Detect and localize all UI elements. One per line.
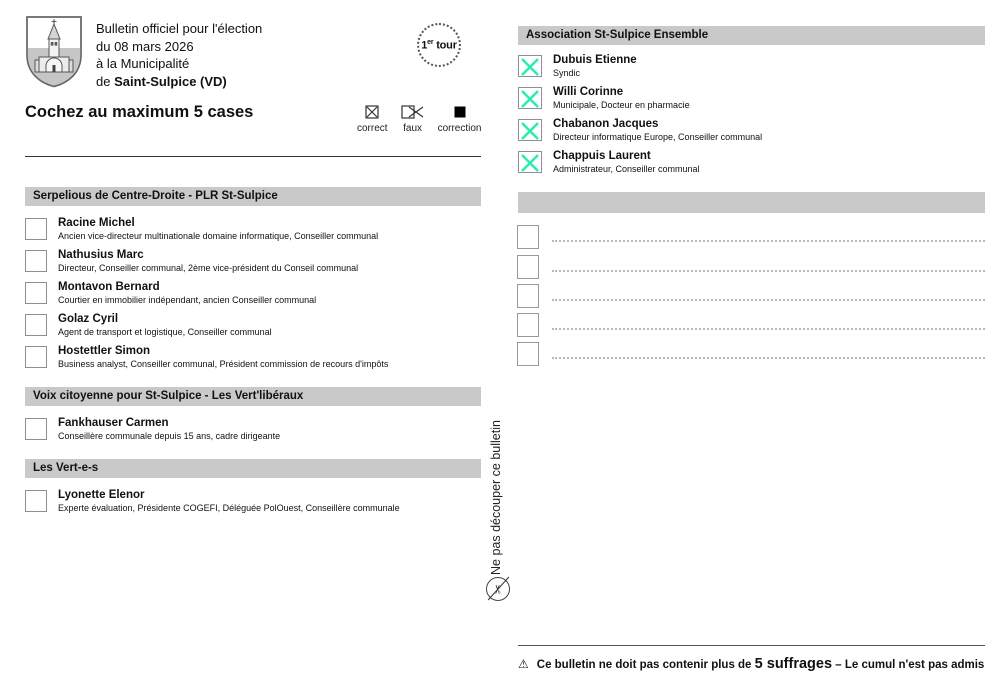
commune-crest-icon [25,15,83,89]
candidate-role: Municipale, Docteur en pharmacie [553,100,690,110]
correction-mark-icon [453,105,467,119]
left-divider-line [25,156,481,157]
correct-mark-icon [365,105,379,119]
candidate-checkbox[interactable] [25,282,47,304]
no-scissors-icon: ✂ [486,577,510,601]
candidate-name: Dubuis Etienne [553,54,637,66]
do-not-cut-label: Ne pas découper ce bulletin [489,420,503,575]
candidate-name: Montavon Bernard [58,281,160,293]
candidate-name: Racine Michel [58,217,135,229]
write-in-checkbox[interactable] [517,342,539,366]
round-badge: 1er tour [417,23,461,67]
candidate-role: Directeur informatique Europe, Conseiller communal [553,132,763,142]
write-in-row [517,283,985,308]
candidate-role: Ancien vice-directeur multinationale domaine informatique, Conseiller communal [58,231,379,241]
candidate-role: Business analyst, Conseiller communal, Président commission de recours d'impôts [58,359,389,369]
candidate-role: Conseillère communale depuis 15 ans, cadre dirigeante [58,431,281,441]
title-line3: à la Municipalité [96,56,190,71]
candidate-row [25,417,481,442]
write-in-line[interactable] [552,299,985,301]
write-in-checkbox[interactable] [517,225,539,249]
candidate-role: Courtier en immobilier indépendant, ancien Conseiller communal [58,295,317,305]
candidate-row [25,345,481,370]
write-in-checkbox[interactable] [517,255,539,279]
warning-icon: ⚠ [518,657,529,671]
candidate-name: Willi Corinne [553,86,624,98]
candidate-row [518,54,985,79]
candidate-row [25,313,481,338]
party-header-verts: Les Vert-e-s [25,459,481,478]
faux-mark-icon [401,105,425,119]
ballot-title [96,15,262,90]
write-in-row [517,341,985,366]
checkmark-legend [357,105,481,134]
candidate-row [518,118,985,143]
candidate-row [25,489,481,514]
party-header-association: Association St-Sulpice Ensemble [518,26,985,45]
candidate-role: Directeur, Conseiller communal, 2ème vice-président du Conseil communal [58,263,359,273]
legend-correction-label: correction [437,123,482,134]
candidate-name: Chappuis Laurent [553,150,651,162]
write-in-row [517,254,985,279]
legend-correction [438,105,482,134]
candidate-row [518,86,985,111]
candidate-name: Chabanon Jacques [553,118,659,130]
party-header-blank [518,192,985,213]
footer-divider-line [518,645,985,646]
candidate-row [25,249,481,274]
candidate-name: Lyonette Elenor [58,489,145,501]
footer-warning: ⚠ Ce bulletin ne doit pas contenir plus de 5 suffrages – Le cumul n'est pas admis [518,656,985,672]
candidate-checkbox[interactable] [25,218,47,240]
instruction-title: Cochez au maximum 5 cases [25,103,254,121]
legend-faux-label: faux [403,123,423,134]
legend-faux [401,105,425,134]
write-in-line[interactable] [552,357,985,359]
candidate-checkbox[interactable] [25,314,47,336]
commune-name: Saint-Sulpice (VD) [114,73,227,89]
write-in-line[interactable] [552,328,985,330]
candidate-name: Fankhauser Carmen [58,417,169,429]
candidate-name: Nathusius Marc [58,249,144,261]
candidate-name: Hostettler Simon [58,345,151,357]
candidate-name: Golaz Cyril [58,313,119,325]
write-in-line[interactable] [552,270,985,272]
candidate-role: Administrateur, Conseiller communal [553,164,700,174]
candidate-row [518,150,985,175]
candidate-checkbox[interactable] [518,55,542,77]
write-in-row [517,224,985,249]
candidate-role: Agent de transport et logistique, Conseiller communal [58,327,272,337]
party-header-plr: Serpelious de Centre-Droite - PLR St-Sulpice [25,187,481,206]
candidate-checkbox[interactable] [518,119,542,141]
write-in-checkbox[interactable] [517,284,539,308]
candidate-role: Experte évaluation, Présidente COGEFI, Déléguée PolOuest, Conseillère communale [58,503,400,513]
candidate-checkbox[interactable] [25,490,47,512]
masthead [25,15,262,90]
write-in-row [517,312,985,337]
party-header-vertliberaux: Voix citoyenne pour St-Sulpice - Les Vert'libéraux [25,387,481,406]
title-line2: du 08 mars 2026 [96,38,194,54]
title-line4: de Saint-Sulpice (VD) [96,73,227,89]
title-line1: Bulletin officiel pour l'élection [96,21,263,36]
candidate-checkbox[interactable] [25,346,47,368]
candidate-checkbox[interactable] [25,418,47,440]
write-in-line[interactable] [552,240,985,242]
candidate-checkbox[interactable] [518,151,542,173]
legend-correct [357,105,388,134]
write-in-checkbox[interactable] [517,313,539,337]
candidate-role: Syndic [553,68,581,78]
candidate-row [25,281,481,306]
candidate-checkbox[interactable] [25,250,47,272]
suffrage-limit: 5 suffrages [754,656,833,672]
candidate-row [25,217,481,242]
legend-correct-label: correct [357,123,388,134]
candidate-checkbox[interactable] [518,87,542,109]
